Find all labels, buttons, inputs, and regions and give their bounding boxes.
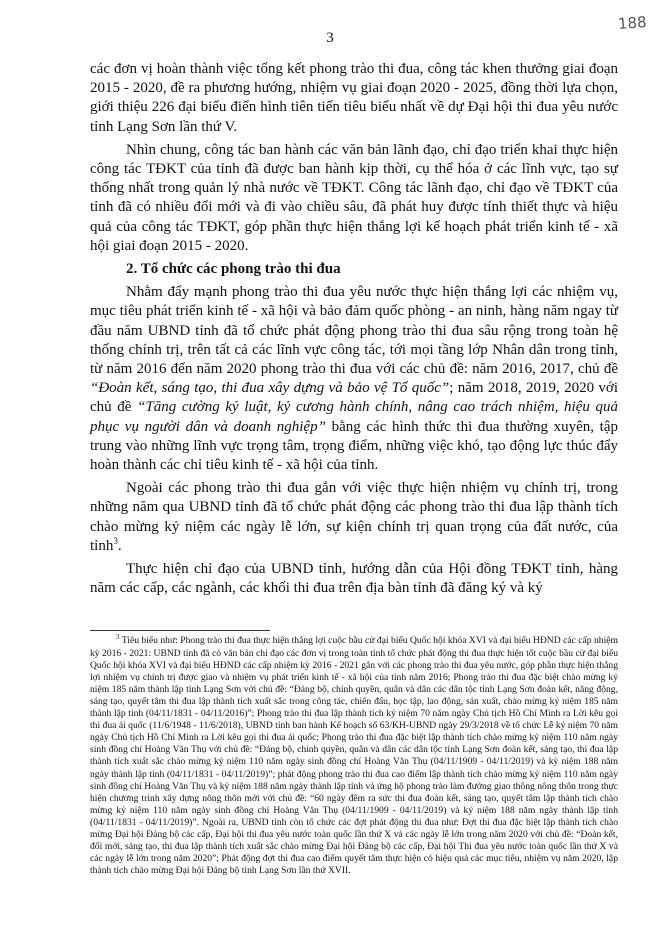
footnote-text: Tiêu biểu như: Phong trào thi đua thực hiện thắng lợi cuộc bầu cử đại biểu Quốc hội khóa XVI và đại biểu HĐND các cấp nhiệm kỳ 2016 - 2021: UBND tỉnh đã có văn bản chỉ đạo các đơn vị trong toàn tỉnh tổ chức phát động thi đua thực hiện tốt cuộc bầu cử đại biểu Quốc hội khóa XVI và đại biểu HĐND các cấp nhiệm kỳ 2016 - 2021 gắn với các phong trào thi đua yêu nước, góp phần thực hiện thắng lợi nhiệm vụ chính trị được giao và nhiệm vụ phát triển kinh tế - xã hội của tỉnh năm 2016; Phong trào thi đua đặc biệt chào mừng kỷ niệm 185 năm thành lập tỉnh Lạng Sơn với chủ đề: “Đảng bộ, chính quyền, quân và dân các dân tộc tỉnh Lạng Sơn đoàn kết, năng động, sáng tạo, quyết tâm thi đua lập thành tích xuất sắc trong công tác, chiến đấu, học tập, lao động, sản xuất, chào mừng kỷ niệm 185 năm thành lập tỉnh (04/11/1831 - 04/11/2016)”; Phong trào thi đua lập thành tích kỷ niệm 70 năm ngày Chủ tịch Hồ Chí Minh ra Lời kêu gọi thi đua ái quốc (11/6/1948 - 11/6/2018), UBND tỉnh ban hành Kế hoạch số 63/KH-UBND ngày 29/3/2018 về tổ chức Lễ kỷ niệm 70 năm ngày Chủ tịch Hồ Chí Minh ra Lời kêu gọi thi đua ái quốc; Phong trào thi đua đặc biệt lập thành tích chào mừng kỷ niệm 110 năm ngày sinh đồng chí Hoàng Văn Thụ với chủ đề: “Đảng bộ, chính quyền, quân và dân các dân tộc tỉnh Lạng Sơn đoàn kết, sáng tạo, thi đua lập thành tích xuất sắc chào mừng kỷ niệm 110 năm ngày sinh đồng chí Hoàng Văn Thụ (04/11/1909 - 04/11/2019) và kỷ niệm 188 năm ngày thành lập tỉnh (04/11/1831 - 04/11/2019)”; phát động phong trào thi đua cao điểm lập thành tích chào mừng kỷ niệm 110 năm ngày sinh đồng chí Hoàng Văn Thụ và kỷ niệm 188 năm ngày thành lập tỉnh và ứng hộ phong trào làm đường giao thông nông thôn trong thực hiện chương trình xây dựng nông thôn mới với chủ đề: “60 ngày đêm ra sức thi đua đoàn kết, sáng tạo, quyết tâm lập thành tích chào mừng kỷ niệm 110 năm ngày sinh đồng chí Hoàng Văn Thụ (04/11/1909 - 04/11/2019) và kỷ niệm 188 năm ngày thành lập tỉnh (04/11/1831 - 04/11/2019)”. Ngoài ra, UBND tỉnh còn tổ chức các đợt phát động thi đua như: Đợt thi đua đặc biệt lập thành tích chào mừng Đại hội Đảng bộ các cấp, Đại hội thi đua yêu nước toàn quốc lần thứ X và các ngày lễ lớn trong năm 2020 với chủ đề: “Đoàn kết, đổi mới, sáng tạo, thi đua lập thành tích xuất sắc chào mừng Đại hội Đảng bộ các cấp, Đại hội Thi đua yêu nước toàn quốc lần thứ X và các ngày lễ lớn trong năm 2020”; Phát động đợt thi đua cao điểm quyết tâm thực hiện có hiệu quả các mục tiêu, nhiệm vụ năm 2020, lập thành tích chào mừng Đại hội Đảng bộ tỉnh Lạng Sơn lần thứ XVII.	[90, 635, 618, 877]
paragraph-4-end: .	[117, 537, 122, 554]
paragraph-1: các đơn vị hoàn thành việc tổng kết phong trào thi đua, công tác khen thưởng giai đoạn 2015 - 2020, đề ra phương hướng, nhiệm vụ giai đoạn 2020 - 2025, đồng thời lựa chọn, giới thiệu 226 đại biểu điển hình tiên tiến tiêu biểu nhất về dự Đại hội thi đua yêu nước tỉnh Lạng Sơn lần thứ V.	[90, 61, 618, 135]
paragraph-5: Thực hiện chỉ đạo của UBND tỉnh, hướng dẫn của Hội đồng TĐKT tỉnh, hàng năm các cấp, các ngành, các khối thi đua trên địa bàn tỉnh đã đăng ký và ký	[90, 561, 618, 597]
paragraph-3-text-c: ; năm 2018, 2019, 2020 với chủ đề	[90, 380, 619, 416]
paragraph-3-text-a: Nhằm đẩy mạnh phong trào thi đua yêu nước thực hiện thắng lợi các nhiệm vụ, mục tiêu phát triển kinh tế - xã hội và bảo đảm quốc phòng - an ninh, hàng năm ngay từ đầu năm UBND tỉnh đã tổ chức phát động phong trào thi đua sâu rộng trong toàn hệ thống chính trị, trên tất cả các lĩnh vực công tác, tới mọi tầng lớp Nhân dân trong tỉnh, từ năm 2016 đến năm 2020 phong trào thi đua với các chủ đề: năm 2016, 2017, chủ đề	[90, 284, 618, 378]
page-number: 3	[326, 30, 334, 46]
paragraph-3	[90, 283, 618, 475]
theme-2016-2017: “Đoàn kết, sáng tạo, thi đua xây dựng và bảo vệ Tổ quốc”	[90, 380, 450, 397]
footnote-reference: 3	[113, 535, 118, 546]
paragraph-3-text-e: bằng các hình thức thi đua thường xuyên, tập trung vào những lĩnh vực trọng tâm, trọng điểm, những việc khó, tạo động lực thúc đẩy hoàn thành các chỉ tiêu kinh tế - xã hội của tỉnh.	[90, 418, 618, 474]
footnote-number: 3	[116, 633, 120, 642]
paragraph-4	[90, 479, 618, 556]
footnote-3	[90, 635, 618, 877]
handwritten-page-stamp: 188	[617, 13, 648, 33]
footnote-separator	[90, 630, 270, 631]
paragraph-4-text: Ngoài các phong trào thi đua gắn với việc thực hiện nhiệm vụ chính trị, trong những năm qua UBND tỉnh đã tổ chức phát động các phong trào thi đua lập thành tích chào mừng kỷ niệm các ngày lễ lớn, sự kiện chính trị quan trọng của đất nước, của tỉnh	[90, 480, 618, 554]
document-body	[90, 60, 618, 877]
section-heading-2: 2. Tổ chức các phong trào thi đua	[126, 261, 341, 278]
paragraph-2: Nhìn chung, công tác ban hành các văn bản lãnh đạo, chỉ đạo triển khai thực hiện công tác TĐKT của tỉnh đã được ban hành kịp thời, cụ thể hóa ở các lĩnh vực, tạo sự thống nhất trong quản lý nhà nước về TĐKT. Công tác lãnh đạo, chỉ đạo về TĐKT của tỉnh đã có nhiều đổi mới và đi vào chiều sâu, đã phát huy được tính thiết thực và hiệu quả của công tác TĐKT, góp phần thực hiện thắng lợi kế hoạch phát triển kinh tế - xã hội giai đoạn 2015 - 2020.	[90, 141, 618, 254]
theme-2018-2020: “Tăng cường kỷ luật, kỷ cương hành chính, nâng cao trách nhiệm, hiệu quả phục vụ người dân và doanh nghiệp”	[90, 399, 618, 435]
